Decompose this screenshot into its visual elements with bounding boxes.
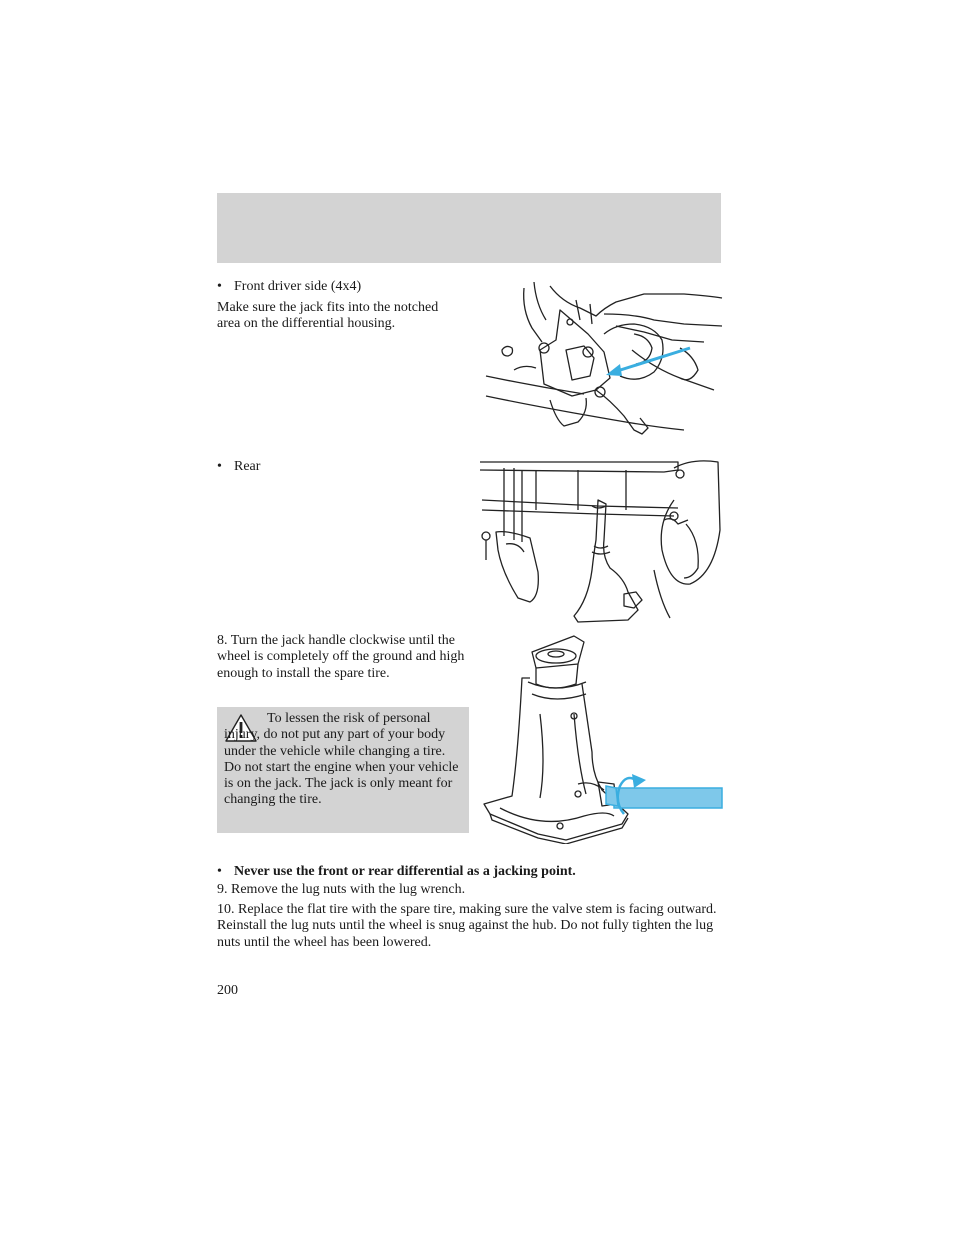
warning-text: To lessen the risk of personal injury, do not put any part of your body under the vehicle while changing a tire. Do not start the engine when your vehicle is on the jack. The jack is only meant for changing the tire.	[224, 711, 459, 808]
bullet-differential-warning	[217, 864, 721, 880]
step-10-text: 10. Replace the flat tire with the spare tire, making sure the valve stem is facing outward. Reinstall the lug nuts until the wheel is snug against the hub. Do not fully tighten the lug nuts until the wheel has been lowered.	[217, 902, 717, 950]
rear-axle-jack-illustration	[478, 460, 724, 626]
section-header-band	[217, 193, 721, 263]
bullet-front-driver-side: • Front driver side (4x4)	[217, 279, 457, 295]
jack-handle-illustration	[482, 634, 724, 844]
step-9-text: 9. Remove the lug nuts with the lug wrench.	[217, 882, 466, 897]
bullet-rear: • Rear	[217, 459, 417, 475]
page-number: 200	[217, 983, 238, 998]
warning-box	[217, 707, 469, 833]
differential-warning-text: Never use the front or rear differential as a jacking point.	[234, 864, 576, 879]
step-8-text: 8. Turn the jack handle clockwise until the wheel is completely off the ground and high enough to install the spare tire.	[217, 633, 465, 681]
front-jack-instruction: Make sure the jack fits into the notched area on the differential housing.	[217, 300, 439, 332]
front-differential-illustration	[484, 280, 724, 440]
